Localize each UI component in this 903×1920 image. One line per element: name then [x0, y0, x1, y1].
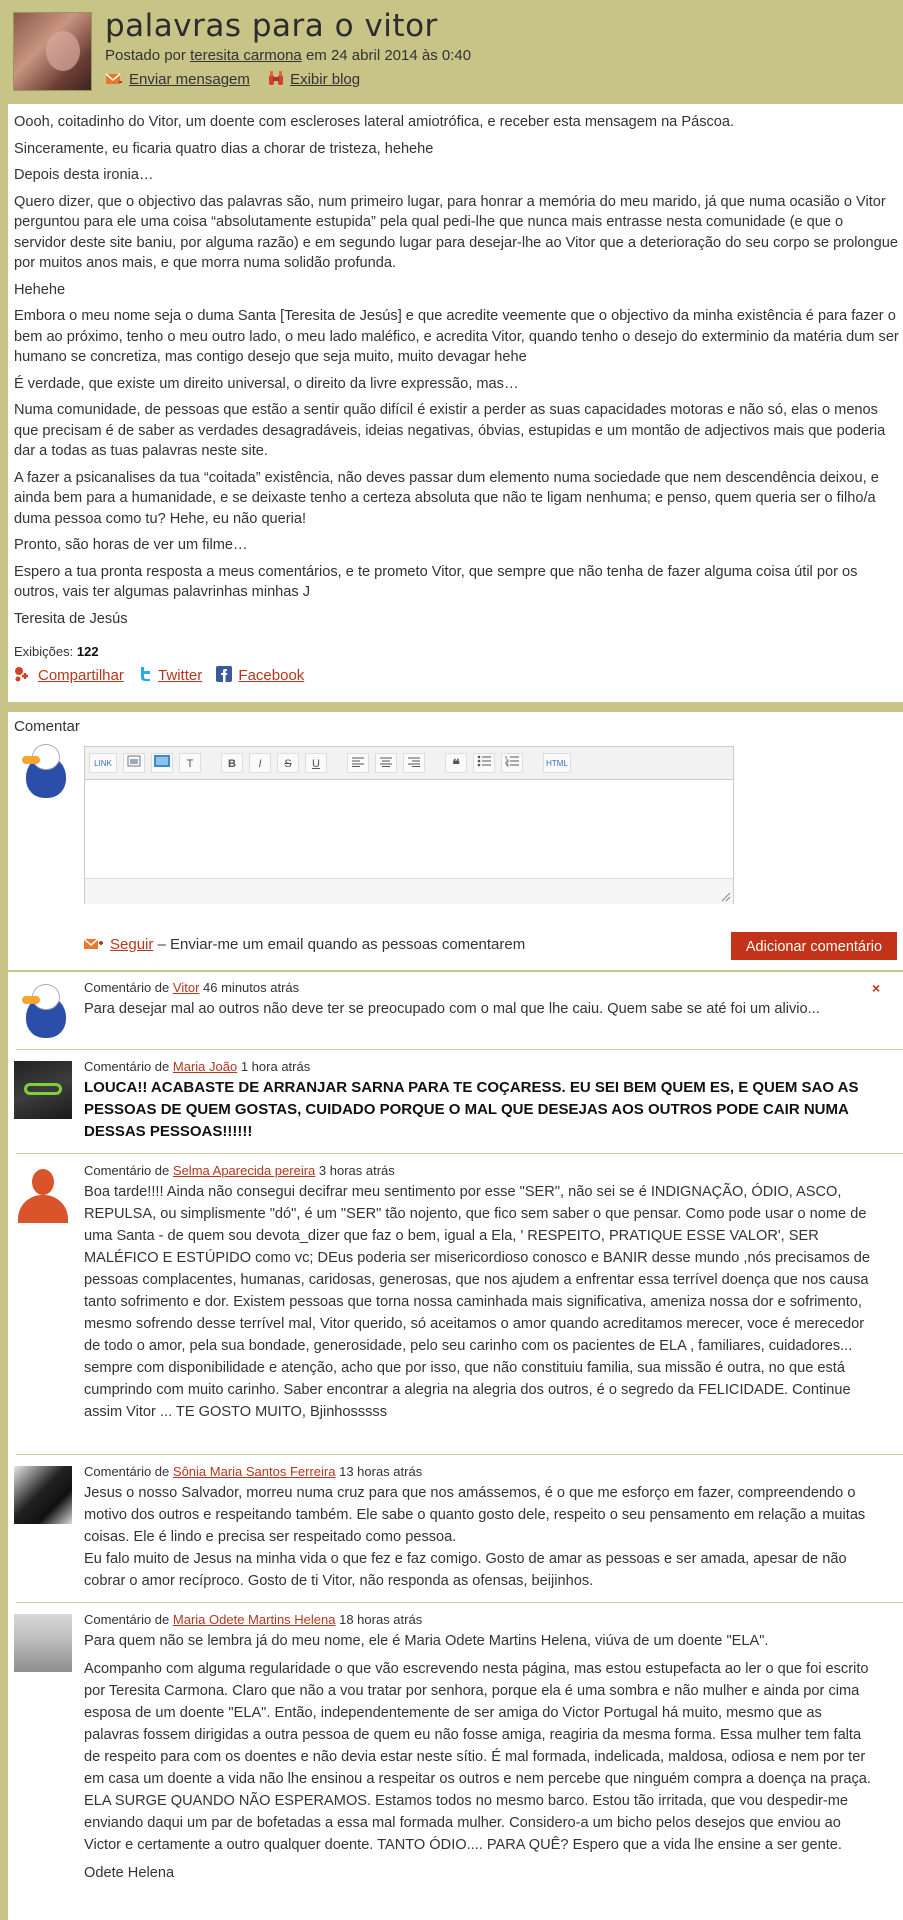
comment-paragraph: Jesus o nosso Salvador, morreu numa cruz para que nos amássemos, é o que me esforço em fazer, compreendendo o motivo dos outros e respeitando também. Ele sabe o quanto gosto dele, respeito o seu pensamento em relação a muitas coisas. Ele é lindo e precisa ser respeitado como pessoa. — [84, 1485, 866, 1545]
post-paragraph: Hehehe — [14, 281, 66, 298]
resize-handle-icon[interactable] — [719, 890, 731, 902]
post-paragraph: Pronto, são horas de ver um filme… — [14, 537, 248, 553]
image-icon — [127, 755, 141, 767]
add-comment-button[interactable]: Adicionar comentário — [731, 932, 897, 960]
post-paragraph: É verdade, que existe um direito universal, o direito da livre expressão, mas… — [14, 375, 519, 392]
commenter-link[interactable]: Selma Aparecida pereira — [172, 1163, 316, 1178]
mail-icon — [105, 72, 123, 86]
insert-picture-button[interactable] — [151, 753, 173, 773]
post-body — [8, 104, 903, 702]
divider — [8, 970, 903, 972]
post-paragraph: Sinceramente, eu ficaria quatro dias a chorar de tristeza, hehehe — [14, 140, 434, 157]
comment-paragraph: Acompanho com alguma regularidade o que vão escrevendo nesta página, mas estou estupefacta ao ler o que foi escrito por Teresita Carmona. Claro que não a vou tratar por senhora, porque ela é uma sombra e não mulher e ainda por cima esposa de um doente "ELA". Então, independentemente de ser amiga do Victor Portugal há muito, mesmo que as palavras fossem dirigidas a outra pessoa de quem eu não fosse amiga, reagiria da mesma forma. Essa mulher tem falta de respeito para com os doentes e não devia estar neste sítio. É mal formada, indelicada, maldosa, odiosa e nem por ter em casa um doente a vida não lhe ensinou a respeitar os outros e nem percebe que ninguém compra a doença na praça. ELA SURGE QUANDO NÃO ESPERAMOS. Estamos todos no mesmo barco. Estou tão irritada, que vou despedir-me enviando daqui um par de bofetadas a essa mal formada mulher. Considero-a um bicho pelos desejos que enviou ao Victor e certamente a outro qualquer doente. TANTO ÓDIO.... PARA QUÊ? Espero que a vida lhe ensine a ser gente. — [84, 1661, 871, 1853]
bold-button[interactable]: B — [221, 753, 243, 773]
comment-time: 46 minutos atrás — [203, 980, 300, 995]
author-link[interactable]: teresita carmona — [190, 47, 302, 64]
align-left-icon — [352, 757, 364, 767]
follow-description: – Enviar-me um email quando as pessoas comentarem — [157, 936, 526, 953]
comment-label: Comentar — [14, 718, 80, 735]
align-center-button[interactable] — [375, 753, 397, 773]
commenter-avatar[interactable] — [14, 1614, 72, 1672]
twitter-link[interactable]: Twitter — [158, 667, 203, 684]
twitter-icon — [138, 666, 152, 682]
follow-link[interactable]: Seguir — [110, 936, 154, 953]
comment-time: 1 hora atrás — [240, 1059, 311, 1074]
commenter-avatar[interactable] — [14, 982, 72, 1040]
commenter-avatar[interactable] — [14, 1466, 72, 1524]
view-blog-link[interactable]: Exibir blog — [290, 71, 361, 88]
posted-prefix: Postado por — [105, 47, 186, 64]
comment-text — [84, 1630, 874, 1890]
italic-button[interactable]: I — [249, 753, 271, 773]
commenter-link[interactable]: Vitor — [172, 980, 200, 995]
comment-text: Boa tarde!!!! Ainda não consegui decifrar meu sentimento por esse "SER", não sei se é INDIGNAÇÃO, ÓDIO, ASCO, REPULSA, ou simplismente "dó", é um "SER" tão nojento, que fico sem saber o que pensar. Como pode usar o nome de uma Santa - de quem sou devota_dizer que faz o bem, igual a Ela, ' RESPEITO, PRATIQUE ESSE VALOR', SER MALÉFICO E ESTÚPIDO como vc; DEus poderia ser misericordioso conosco e BANIR desse mundo ,nós precisamos de pessoas complacentes, humanas, caridosas, generosas, que nos ajudem a enfrentar essa terrível doença que nos causa tanto sofrimento e dor. Existem pessoas que torna nossa caminhada mais significativa, ameniza nossa dor e sofrimento, mesmo sofrendo desse terrível mal, Vitor querido, só aceitamos o amor quando acreditamos merecer, voce é merecedor de todo o amor, pela sua bondade, generosidade, pelo seu carinho com os pacientes de ELA , familiares, cuidadores... sempre com disponibilidade e atenção, acho que por isso, que não constituiu familia, sua missão é outra, no que está cumprindo com muito carinho. Saber encontrar a alegria na alegria dos outros, é o segredo da FELICIDADE. Continue assim Vitor ... TE GOSTO MUITO, Bjinhosssss — [84, 1184, 870, 1420]
underline-button[interactable]: U — [305, 753, 327, 773]
comment-prefix: Comentário de — [84, 1059, 170, 1074]
commenter-avatar[interactable] — [14, 1165, 72, 1223]
post-paragraph: A fazer a psicanalises da tua “coitada” existência, não deves passar dum elemento numa sociedade que nem descendência deixou, e ainda bem para a humanidade, e se deixaste tenho a certeza absoluta que não te ligam nenhuma; e penso, quem queria ser o filho/a duma pessoa como tu? Hehe, eu não queria! — [14, 469, 879, 527]
align-right-button[interactable] — [403, 753, 425, 773]
comment-prefix: Comentário de — [84, 1163, 170, 1178]
divider — [16, 1049, 903, 1050]
align-left-button[interactable] — [347, 753, 369, 773]
divider — [16, 1602, 903, 1603]
comment-byline — [84, 1163, 395, 1178]
comment-time: 13 horas atrás — [339, 1464, 423, 1479]
comment-byline — [84, 980, 299, 995]
bullet-list-button[interactable] — [473, 753, 495, 773]
bullet-list-icon — [477, 755, 491, 767]
post-actions — [105, 70, 374, 88]
follow-mail-icon — [84, 937, 104, 951]
post-meta — [105, 47, 471, 64]
comment-time: 3 horas atrás — [318, 1163, 395, 1178]
quote-icon: ❝ — [452, 756, 460, 772]
binoculars-icon — [268, 70, 284, 86]
page-title: palavras para o vitor — [105, 8, 438, 44]
comment-byline — [84, 1612, 422, 1627]
facebook-icon — [216, 666, 232, 682]
post-content — [14, 112, 899, 635]
post-paragraph: Espero a tua pronta resposta a meus comentários, e te prometo Vitor, que sempre que não tenha de fazer alguma coisa útil por os outros, vais ter algumas palavrinhas minhas J — [14, 563, 858, 600]
share-icon — [14, 666, 32, 682]
author-avatar[interactable] — [13, 12, 92, 91]
comment-byline — [84, 1464, 422, 1479]
facebook-link[interactable]: Facebook — [238, 667, 305, 684]
comment-time: 18 horas atrás — [339, 1612, 423, 1627]
commenter-avatar[interactable] — [14, 1061, 72, 1119]
share-bar — [14, 666, 314, 684]
post-signature: Teresita de Jesús — [14, 610, 128, 627]
posted-date: em 24 abril 2014 às 0:40 — [305, 47, 472, 64]
view-count — [14, 644, 99, 659]
views-label: Exibições: — [14, 644, 74, 659]
strikethrough-button[interactable]: S — [277, 753, 299, 773]
text-style-button[interactable]: T — [179, 753, 201, 773]
follow-row — [84, 936, 525, 953]
views-number: 122 — [76, 644, 99, 659]
comment-prefix: Comentário de — [84, 980, 170, 995]
comment-byline — [84, 1059, 310, 1074]
post-paragraph: Oooh, coitadinho do Vitor, um doente com escleroses lateral amiotrófica, e receber esta mensagem na Páscoa. — [14, 114, 735, 130]
editor-toolbar — [85, 747, 733, 780]
align-right-icon — [408, 757, 420, 767]
link-button[interactable]: LINK — [89, 753, 117, 773]
editor-resize-bar — [85, 878, 733, 904]
align-center-icon — [380, 757, 392, 767]
comment-editor — [84, 746, 734, 904]
comment-text: Para desejar mal ao outros não deve ter se preocupado com o mal que lhe caiu. Quem sabe se até foi um alivio... — [84, 1001, 820, 1017]
current-user-avatar — [14, 742, 74, 802]
quote-button[interactable] — [445, 753, 467, 773]
comment-prefix: Comentário de — [84, 1612, 170, 1627]
comments-section — [8, 712, 903, 1920]
numbered-list-button[interactable] — [501, 753, 523, 773]
post-header — [0, 0, 903, 104]
comment-signature: Odete Helena — [84, 1865, 175, 1881]
post-paragraph: Numa comunidade, de pessoas que estão a sentir quão difícil é existir a perder as suas capacidades motoras e não só, elas o menos que precisam é de saber as verdades desagradáveis, ideias negativas, óbvias, estupidas e um montão de adjectivos mais que poderia dar a todas as tuas palavras neste site. — [14, 402, 886, 459]
commenter-link[interactable]: Sônia Maria Santos Ferreira — [172, 1464, 336, 1479]
commenter-link[interactable]: Maria Odete Martins Helena — [172, 1612, 336, 1627]
comment-textarea[interactable] — [85, 780, 733, 878]
html-button[interactable]: HTML — [543, 753, 571, 773]
insert-image-button[interactable] — [123, 753, 145, 773]
comment-paragraph: Eu falo muito de Jesus na minha vida o que fez e faz comigo. Gosto de amar as pessoas e ser amada, apesar de não cobrar o amor recíproco. Gosto de ti Vitor, não responda as ofensas, beijinhos. — [84, 1551, 847, 1589]
comment-paragraph: Para quem não se lembra já do meu nome, ele é Maria Odete Martins Helena, viúva de um doente "ELA". — [84, 1633, 769, 1649]
comment-prefix: Comentário de — [84, 1464, 170, 1479]
post-paragraph: Depois desta ironia… — [14, 167, 154, 183]
picture-icon — [154, 755, 170, 767]
share-link[interactable]: Compartilhar — [38, 667, 124, 684]
commenter-link[interactable]: Maria João — [172, 1059, 238, 1074]
numbered-list-icon — [505, 755, 519, 767]
comment-text — [84, 1482, 874, 1592]
comment-text: LOUCA!! ACABASTE DE ARRANJAR SARNA PARA TE COÇARESS. EU SEI BEM QUEM ES, E QUEM SAO AS PESSOAS DE QUEM GOSTAS, CUIDADO PORQUE O MAL QUE DESEJAS AOS OUTROS PODE CAIR NUMA DESSAS PESSOAS!!!!!! — [84, 1079, 859, 1140]
divider — [16, 1454, 903, 1455]
send-message-link[interactable]: Enviar mensagem — [129, 71, 250, 88]
post-paragraph: Embora o meu nome seja o duma Santa [Teresita de Jesús] e que acredite veemente que o objectivo da minha existência é para fazer o bem ao próximo, tenho o meu outro lado, o meu lado maléfico, e acredita Vitor, quando tenho o desejo do exterminio da matéria dum ser humano se concretiza, mas contigo desejo que seja muito, muito devagar hehe — [14, 308, 899, 365]
post-paragraph: Quero dizer, que o objectivo das palavras são, num primeiro lugar, para honrar a memória do meu marido, já que numa ocasião o Vitor perguntou para ele uma coisa “absolutamente estupida” pela qual pedi-lhe que nunca mais entrasse nesta comunidade (e que o servidor deste site baniu, por alguma razão) e em segundo lugar para desejar-lhe ao Vitor que a deterioração do seu corpo se prolongue por muitos anos mais, e que morra numa solidão profunda. — [14, 193, 899, 271]
delete-comment-icon[interactable]: × — [872, 980, 881, 996]
divider — [16, 1153, 903, 1154]
